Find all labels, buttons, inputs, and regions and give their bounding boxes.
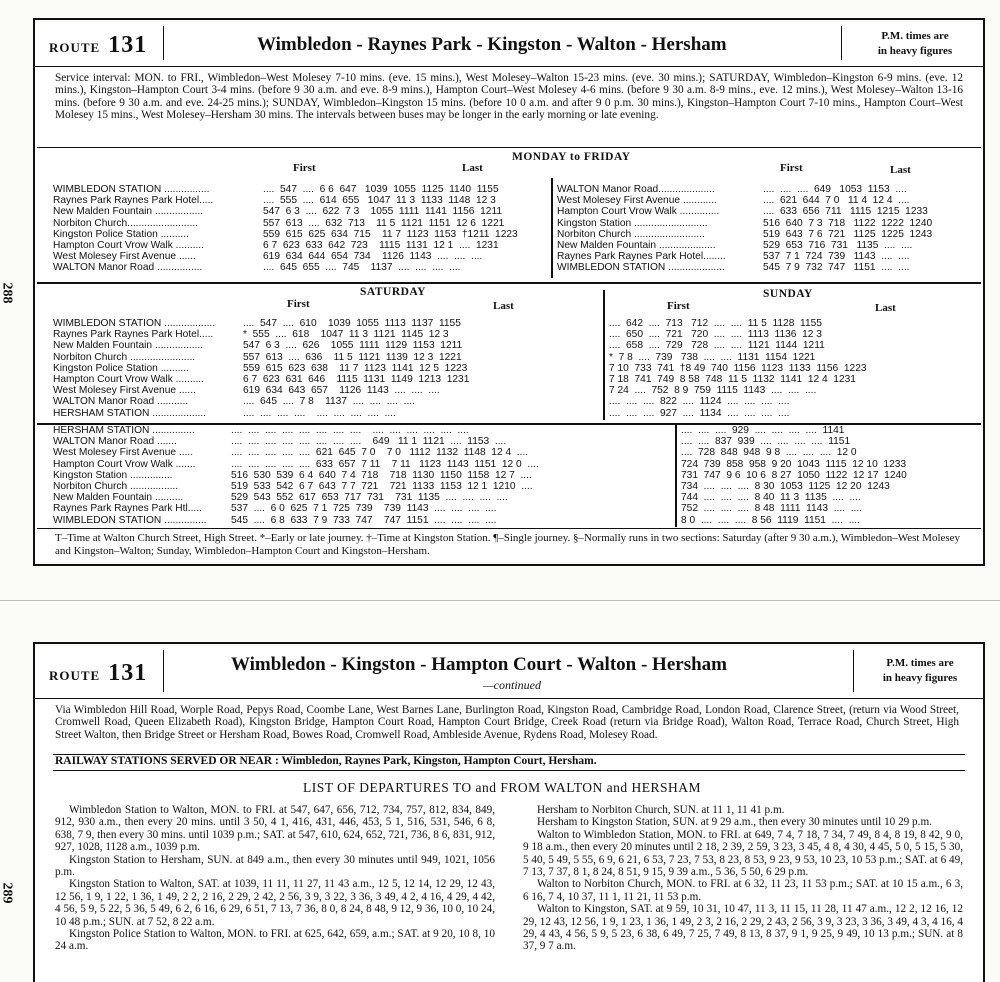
time-row: .... .... 837 939 .... .... .... .... 1151 bbox=[681, 436, 851, 448]
departure-paragraph: Walton to Kingston, SAT. at 9 59, 10 31, 10 47, 11 3, 11 15, 11 28, 11 47 a.m., 12 2, 12 16, 12 29, 12 43, 12 56, 1 9, 1 23, 1 36, 1 49, 2 3, 2 16, 2 29, 2 43, 2 56, 3 9, 3 23, 3 36, 3 49, 4 3, 4 16, 4 29, 4 43, 4 56, 5 9, 5 23, 6 38, 6 49, 7 25, 7 49, 8 13, 8 37, 9 1, 9 25, 9 49, 10 13 p.m.; SUN. at 8 37, 9 7 a.m. bbox=[523, 903, 963, 953]
sun-first-label: First bbox=[667, 300, 690, 312]
time-row: .... 633 656 711 1115 1215 1233 bbox=[763, 206, 928, 218]
departure-paragraph: Hersham to Norbiton Church, SUN. at 11 1, 11 41 p.m. bbox=[537, 804, 785, 816]
footnote: T–Time at Walton Church Street, High Street. *–Early or late journey. †–Time at Kingston Station. ¶–Single journey. §–Normally runs in two sections: Saturday (after 9 30 a.m.), Wimbledon–West Molesey and Kingston–Walton; Sunday, Wimbledon–Hampton Court and Kingston–Hersham. bbox=[55, 532, 961, 557]
stop-name: New Malden Fountain .................... bbox=[557, 239, 716, 251]
stop-name: West Molesey First Avenue ...... bbox=[53, 251, 196, 263]
stop-name: Raynes Park Raynes Park Hotel..... bbox=[53, 195, 214, 207]
stop-name: Hampton Court Vrow Walk .......... bbox=[53, 239, 204, 251]
time-row: 516 640 7 3 718 1122 1222 1240 bbox=[763, 217, 933, 229]
stop-name: WIMBLEDON STATION .................... bbox=[557, 262, 725, 274]
stop-name: WALTON Manor Road.................... bbox=[557, 184, 715, 195]
time-row: .... .... .... 929 .... .... .... .... 1141 bbox=[681, 425, 845, 436]
mf-r-last-label: Last bbox=[890, 164, 911, 176]
sat-label: SATURDAY bbox=[360, 286, 426, 298]
time-row: 619 634 644 654 734 1126 1143 .... .... .... bbox=[263, 251, 483, 263]
departure-paragraph: Hersham to Kingston Station, SUN. at 9 29 a.m., then every 30 minutes until 10 29 p.m. bbox=[537, 816, 932, 829]
time-row: .... 547 .... 6 6 647 1039 1055 1125 1140 1155 bbox=[263, 184, 499, 195]
stop-name: West Molesey First Avenue ............ bbox=[557, 195, 717, 207]
sat-first-label: First bbox=[287, 298, 310, 310]
time-row: 545 7 9 732 747 1151 .... .... bbox=[763, 262, 910, 274]
stop-name: WIMBLEDON STATION ................ bbox=[53, 184, 210, 195]
railway-stations: RAILWAY STATIONS SERVED OR NEAR : Wimbledon, Raynes Park, Kingston, Hampton Court, Hersham. bbox=[55, 755, 597, 767]
departures-left-column bbox=[55, 804, 495, 953]
return-sat-times bbox=[231, 425, 539, 526]
time-row: 731 747 9 6 10 6 8 27 1050 1122 12 17 1240 bbox=[681, 469, 907, 481]
time-row: 537 .... 6 0 625 7 1 725 739 739 1143 .... .... .... .... bbox=[231, 503, 497, 515]
time-row: 8 0 .... .... .... 8 56 1119 1151 .... .... bbox=[681, 514, 860, 526]
stop-name: HERSHAM STATION ............... bbox=[53, 425, 195, 436]
time-row: * 555 .... 618 1047 11 3 1121 1145 12 3 bbox=[243, 329, 449, 341]
time-row: .... 555 .... 614 655 1047 11 3 1133 1148 12 3 bbox=[263, 195, 496, 207]
return-sun-times bbox=[681, 425, 907, 526]
time-row: 7 24 .... 752 8 9 759 1115 1143 .... .... .... bbox=[609, 385, 817, 397]
time-row: 744 .... .... .... 8 40 11 3 1135 .... .... bbox=[681, 492, 861, 504]
time-row: 724 739 858 958 9 20 1043 1115 12 10 1233 bbox=[681, 458, 907, 470]
time-row: .... 645 655 .... 745 1137 .... .... .... .... bbox=[263, 262, 461, 274]
stop-name: Raynes Park Raynes Park Hotel..... bbox=[53, 329, 214, 341]
time-row: 6 7 623 633 642 723 1115 1131 12 1 .... 1231 bbox=[263, 239, 499, 251]
time-row: .... 621 644 7 0 11 4 12 4 .... bbox=[763, 195, 910, 207]
top-header bbox=[35, 20, 983, 67]
stop-name: Hampton Court Vrow Walk .............. bbox=[557, 206, 720, 218]
time-row: 547 6 3 .... 626 1055 1111 1129 1153 1211 bbox=[243, 340, 463, 352]
route-number-2: 131 bbox=[108, 660, 148, 686]
stop-name: WIMBLEDON STATION .................. bbox=[53, 318, 216, 329]
via-text: Via Wimbledon Hill Road, Worple Road, Pepys Road, Coombe Lane, West Barnes Lane, Burlington Road, Kingston Road, Cambridge Road, London Road, Clarence Street, (return via Wood Street, Cromwell Road, Queen Elizabeth Road), Kingston Bridge, Hampton Court Road, Hampton Court Bridge, Creek Road (return via Bridge Road), Walton Road, Terrace Road, Church Street, High Street Walton, then Bridge Street or Hersham Road, Bowes Road, Cromwell Road, Ambleside Avenue, Rydens Road, Molesey Road. bbox=[55, 704, 959, 741]
route-label: ROUTE 131 bbox=[49, 32, 148, 58]
route-number: 131 bbox=[108, 32, 148, 58]
departures-right-column bbox=[523, 804, 963, 953]
pm-note-2: P.M. times are in heavy figures bbox=[882, 657, 958, 684]
time-row: .... 547 .... 610 1039 1055 1113 1137 1155 bbox=[243, 318, 461, 329]
stop-name: Norbiton Church ......................... bbox=[557, 228, 705, 240]
stop-name: WALTON Manor Road ........... bbox=[53, 396, 189, 408]
departure-paragraph: Kingston Station to Hersham, SUN. at 849 a.m., then every 30 minutes until 949, 1021, 1056 p.m. bbox=[55, 853, 495, 879]
stop-name: Norbiton Church ................. bbox=[53, 480, 179, 492]
time-row: .... .... .... .... .... .... .... .... 649 11 1 1121 .... 1153 .... bbox=[231, 436, 507, 448]
service-interval-text: Service interval: MON. to FRI., Wimbledon–West Molesey 7-10 mins. (eve. 15 mins.), West Molesey–Walton 15-23 mins. (eve. 30 mins.); SATURDAY, Wimbledon–Kingston 6-9 mins. (eve. 12 mins.), Kingston–Hampton Court 3-4 mins. (before 9 30 a.m. and eve. 8-9 mins.), Hampton Court–West Molesey 4-6 mins. (before 9 30 a.m. 8-9 mins., eve. 12 mins.), West Molesey–Walton 13-16 mins. (before 9 30 a.m. and eve. 24-25 mins.); SUNDAY, Wimbledon–Kingston 15 mins. (before 10 0 a.m. and after 9 0 p.m. 30 mins.), Kingston–Hampton Court 7-10 mins., Hampton Court–West Molesey 15 mins., West Molesey–Hersham 30 mins. The intervals between buses may be longer in the early morning or late evening. bbox=[55, 72, 963, 121]
stop-name: WIMBLEDON STATION ............... bbox=[53, 514, 207, 526]
departure-paragraph: Kingston Police Station to Walton, MON. to FRI. at 625, 642, 659, a.m.; SAT. at 9 20, 10 8, 10 24 a.m. bbox=[55, 928, 495, 953]
time-row: 752 .... .... .... 8 48 1111 1143 .... .... bbox=[681, 503, 863, 515]
return-stops bbox=[53, 425, 207, 526]
time-row: 6 7 623 631 646 1115 1131 1149 1213 1231 bbox=[243, 373, 470, 385]
time-row: .... 642 .... 713 712 .... .... 11 5 1128 1155 bbox=[609, 318, 822, 329]
time-row: 519 533 542 6 7 643 7 7 721 721 1133 1153 12 1 1210 .... bbox=[231, 480, 533, 492]
time-row: 529 543 552 617 653 717 731 731 1135 .... .... .... .... bbox=[231, 492, 508, 504]
time-row: .... 645 .... 7 8 1137 .... .... .... .... bbox=[243, 396, 415, 408]
time-row: 557 613 .... 636 11 5 1121 1139 12 3 1221 bbox=[243, 351, 462, 363]
time-row: .... .... .... .... .... .... .... .... .... bbox=[243, 407, 396, 419]
mf-right-stops bbox=[557, 184, 726, 274]
page-number-bottom: 289 bbox=[0, 882, 15, 904]
stop-name: WALTON Manor Road ................ bbox=[53, 262, 203, 274]
departure-paragraph: Walton to Norbiton Church, MON. to FRI. at 6 32, 11 23, 11 53 p.m.; SAT. at 10 15 a.m., 6 3, 6 16, 7 4, 10 37, 11 1, 11 21, 11 53 p.m. bbox=[523, 878, 963, 903]
stop-name: Kingston Station .......................... bbox=[557, 217, 708, 229]
time-row: .... 658 .... 729 728 .... .... 1121 1144 1211 bbox=[609, 340, 825, 352]
time-row: .... .... .... .... .... 621 645 7 0 7 0 1112 1132 1148 12 4 .... bbox=[231, 447, 529, 459]
stop-name: Raynes Park Raynes Park Hotel........ bbox=[557, 251, 726, 263]
sat-sun-stops bbox=[53, 318, 215, 419]
stop-name: Raynes Park Raynes Park Htl..... bbox=[53, 503, 202, 515]
time-row: 7 10 733 741 †8 49 740 1156 1123 1133 1156 1223 bbox=[609, 362, 867, 374]
stop-name: Hampton Court Vrow Walk ....... bbox=[53, 458, 196, 470]
time-row: * 7 8 .... 739 738 .... .... 1131 1154 1221 bbox=[609, 351, 816, 363]
route-title-2: Wimbledon - Kingston - Hampton Court - Walton - Hersham bbox=[231, 654, 727, 675]
time-row: 619 634 643 657 1126 1143 .... .... .... bbox=[243, 385, 440, 397]
departure-paragraph: Walton to Wimbledon Station, MON. to FRI. at 649, 7 4, 7 18, 7 34, 7 49, 8 4, 8 19, 8 42, 9 0, 9 18 a.m., then every 20 minutes until 2 18, 2 39, 2 59, 3 23, 3 45, 4 8, 4 30, 4 45, 5 0, 5 15, 5 30, 5 40, 5 49, 5 55, 6 9, 6 21, 6 53, 7 23, 7 53, 8 23, 8 53, 9 23, 9 53, 10 23, 10 53 p.m.; SAT. at 6 49, 7 13, 7 37, 8 1, 8 24, 8 51, 9 15, 9 39 a.m., 5 36, 5 50, 6 29 p.m. bbox=[523, 828, 963, 879]
top-timetable-panel bbox=[33, 18, 985, 566]
stop-name: Norbiton Church ....................... bbox=[53, 351, 196, 363]
time-row: 519 643 7 6 721 1125 1225 1243 bbox=[763, 228, 933, 240]
time-row: 7 18 741 749 8 58 748 11 5 1132 1141 12 4 1231 bbox=[609, 373, 856, 385]
bottom-header bbox=[35, 644, 983, 699]
sat-last-label: Last bbox=[493, 300, 514, 312]
time-row: .... .... .... .... .... 633 657 7 11 7 11 1123 1143 1151 12 0 .... bbox=[231, 458, 539, 470]
stop-name: Norbiton Church......................... bbox=[53, 217, 198, 229]
time-row: 545 .... 6 8 633 7 9 733 747 747 1151 .... .... .... .... bbox=[231, 514, 497, 526]
stop-name: West Molesey First Avenue ...... bbox=[53, 385, 196, 397]
time-row: .... 728 848 948 9 8 .... .... .... 12 0 bbox=[681, 447, 857, 459]
stop-name: Hampton Court Vrow Walk .......... bbox=[53, 373, 204, 385]
time-row: .... .... .... 649 1053 1153 .... bbox=[763, 184, 907, 195]
continued-label: —continued bbox=[483, 678, 541, 692]
stop-name: West Molesey First Avenue ..... bbox=[53, 447, 194, 459]
stop-name: New Malden Fountain .......... bbox=[53, 492, 184, 504]
route-label-2: ROUTE 131 bbox=[49, 660, 148, 686]
mf-left-stops bbox=[53, 184, 213, 274]
stop-name: HERSHAM STATION ................... bbox=[53, 407, 207, 419]
route-title: Wimbledon - Raynes Park - Kingston - Walton - Hersham bbox=[257, 34, 727, 55]
sun-last-label: Last bbox=[875, 302, 896, 314]
list-heading: LIST OF DEPARTURES TO and FROM WALTON and HERSHAM bbox=[303, 780, 701, 795]
time-row: 537 7 1 724 739 1143 .... .... bbox=[763, 251, 910, 263]
stop-name: New Malden Fountain ................. bbox=[53, 206, 204, 218]
mf-label: MONDAY to FRIDAY bbox=[512, 151, 631, 163]
time-row: 516 530 539 6 4 640 7 4 718 718 1130 1150 1158 12 7 .... bbox=[231, 469, 532, 481]
mf-left-times bbox=[263, 184, 518, 274]
stop-name: Kingston Station ............... bbox=[53, 469, 173, 481]
pm-note: P.M. times are in heavy figures bbox=[877, 30, 953, 57]
mf-right-times bbox=[763, 184, 932, 274]
time-row: .... .... .... 927 .... 1134 .... .... .... .... bbox=[609, 407, 790, 419]
time-row: 557 613 .... 632 713 11 5 1121 1151 12 6 1221 bbox=[263, 217, 505, 229]
mf-first-label: First bbox=[293, 162, 316, 174]
bottom-timetable-panel bbox=[33, 642, 985, 982]
stop-name: Kingston Police Station .......... bbox=[53, 362, 189, 374]
departure-paragraph: Wimbledon Station to Walton, MON. to FRI. at 547, 647, 656, 712, 734, 757, 812, 834, 849, 912, 930 a.m., then every 20 mins. until 3 50, 4 1, 416, 431, 446, 453, 5 1, 516, 531, 546, 6 8, 638, 7 9, then every 30 mins. until 1039 p.m.; SAT. at 547, 610, 624, 652, 721, 736, 8 6, 831, 912, 927, 1028, 1128 a.m., 1039 p.m. bbox=[55, 804, 495, 854]
stop-name: WALTON Manor Road ....... bbox=[53, 436, 177, 448]
time-row: .... .... .... 822 .... 1124 .... .... .... .... bbox=[609, 396, 790, 408]
time-row: 547 6 3 .... 622 7 3 1055 1111 1141 1156 1211 bbox=[263, 206, 503, 218]
page-number-top: 288 bbox=[0, 282, 15, 304]
time-row: 734 .... .... .... 8 30 1053 1125 12 20 1243 bbox=[681, 480, 890, 492]
time-row: 559 615 625 634 715 11 7 1123 1153 †1211 1223 bbox=[263, 228, 518, 240]
time-row: 529 653 716 731 1135 .... .... bbox=[763, 239, 913, 251]
stop-name: New Malden Fountain ................. bbox=[53, 340, 204, 352]
page-divider bbox=[0, 600, 1000, 601]
mf-r-first-label: First bbox=[780, 162, 803, 174]
sun-times bbox=[609, 318, 867, 419]
time-row: 559 615 623 638 11 7 1123 1141 12 5 1223 bbox=[243, 362, 468, 374]
mf-last-label: Last bbox=[462, 162, 483, 174]
time-row: .... .... .... .... .... .... .... .... .... .... .... .... .... .... bbox=[231, 425, 469, 436]
sun-label: SUNDAY bbox=[763, 288, 813, 300]
sat-times bbox=[243, 318, 469, 419]
departure-paragraph: Kingston Station to Walton, SAT. at 1039, 11 11, 11 27, 11 43 a.m., 12 5, 12 14, 12 29, 12 43, 12 56, 1 9, 1 22, 1 36, 1 49, 2 2, 2 16, 2 29, 2 42, 2 56, 3 9, 3 22, 3 36, 3 49, 4 2, 4 16, 4 29, 4 42, 4 56, 5 9, 5 22, 5 36, 5 49, 6 2, 6 16, 6 29, 6 51, 7 13, 7 36, 8 0, 8 24, 8 48, 9 12, 9 36, 10 0, 10 24, 10 48 p.m.; SUN. at 7 52, 8 22 a.m. bbox=[55, 878, 495, 928]
time-row: .... 650 .... 721 720 .... .... 1113 1136 12 3 bbox=[609, 329, 822, 341]
stop-name: Kingston Police Station .......... bbox=[53, 228, 189, 240]
